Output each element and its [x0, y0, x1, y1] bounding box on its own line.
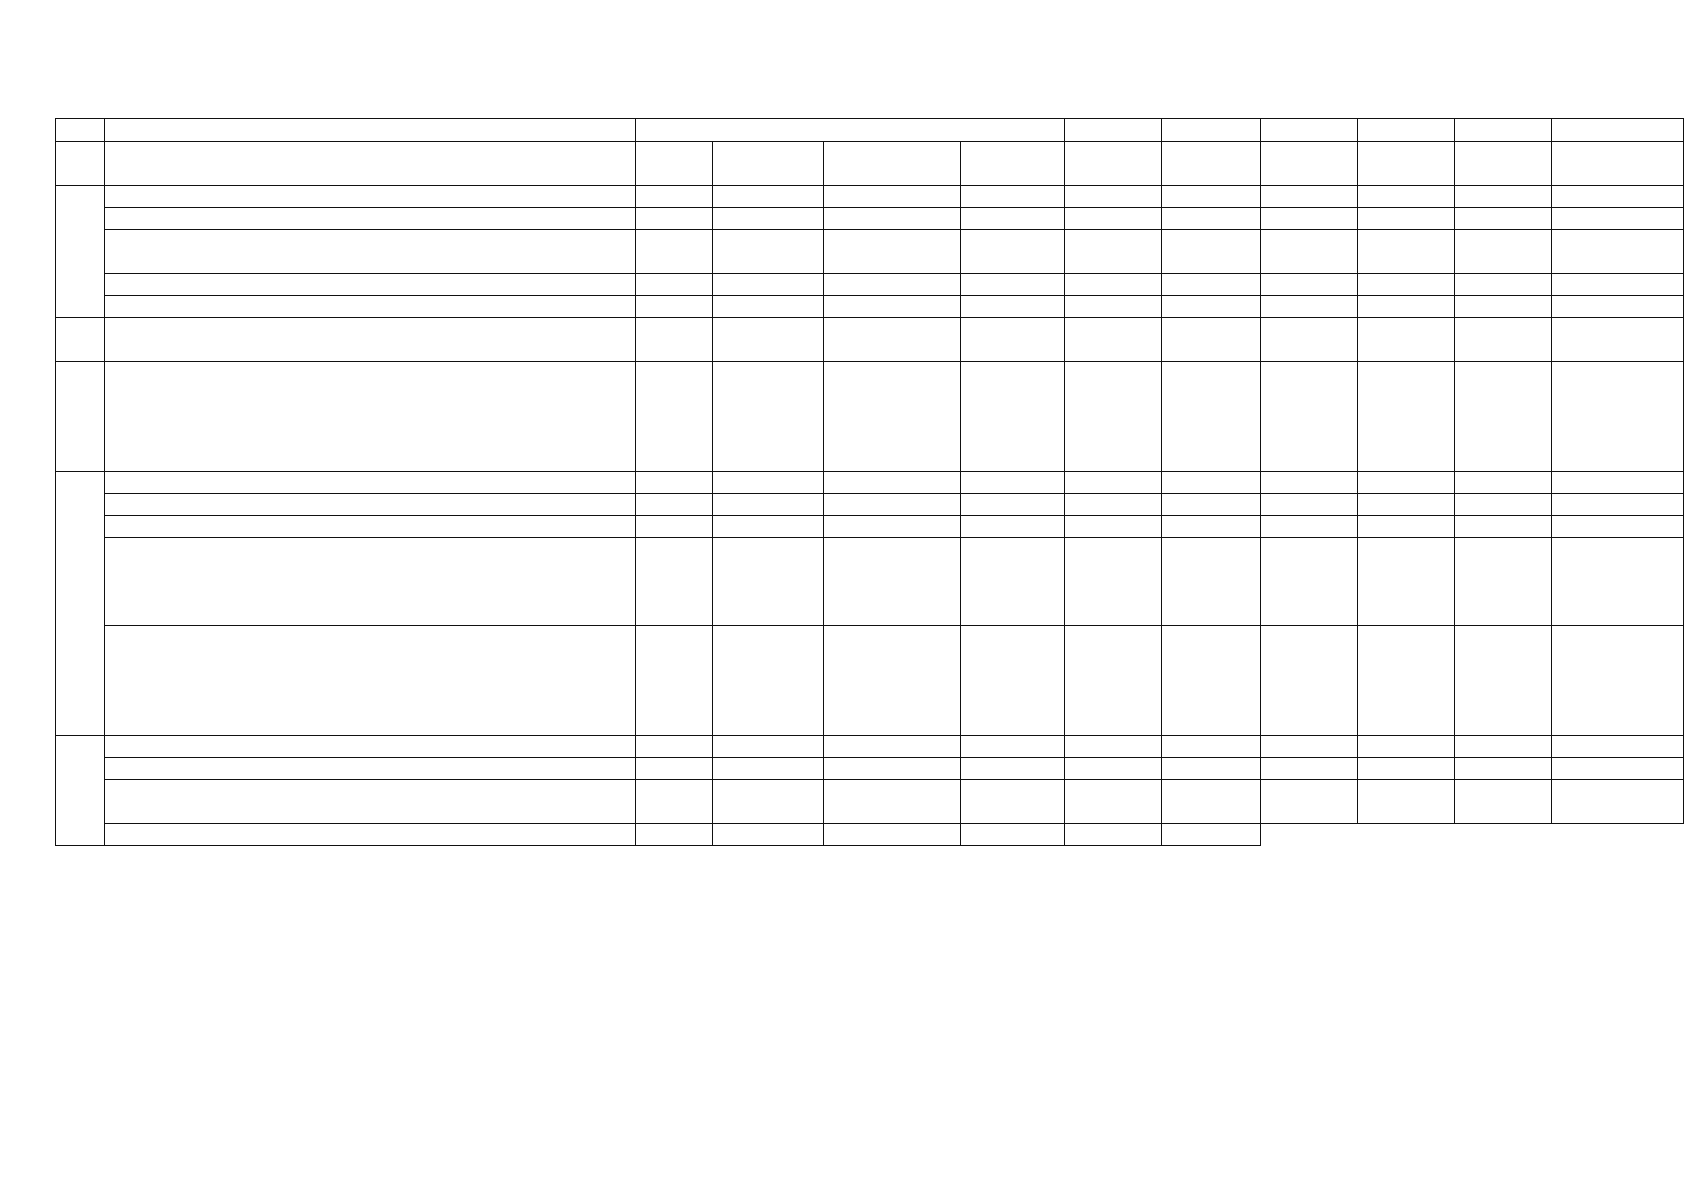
value-cell-col-5 [1162, 824, 1261, 846]
table-row [56, 626, 1684, 736]
value-cell-col-9 [1552, 274, 1684, 296]
value-cell-col-5 [1162, 230, 1261, 274]
value-cell-col-6 [1261, 494, 1358, 516]
table-row [56, 274, 1684, 296]
value-cell-col-4 [1065, 626, 1162, 736]
col3-subcell [636, 186, 713, 208]
value-cell-col-7 [1358, 274, 1455, 296]
col3-subcell [636, 494, 713, 516]
value-cell-col-4 [1065, 296, 1162, 318]
value-cell-col-8 [1455, 516, 1552, 538]
col3-subcell [636, 362, 713, 472]
col3-subcell [636, 516, 713, 538]
col3-subcell [961, 780, 1065, 824]
value-cell-col-8 [1455, 494, 1552, 516]
row-label [105, 494, 636, 516]
col3-subcell [713, 318, 824, 362]
table-row [56, 318, 1684, 362]
value-cell-col-8 [1455, 230, 1552, 274]
value-cell-col-6 [1261, 142, 1358, 186]
col3-subcell [713, 362, 824, 472]
table-row [56, 208, 1684, 230]
value-cell-col-6 [1261, 318, 1358, 362]
row-label [105, 142, 636, 186]
value-cell-col-6 [1261, 538, 1358, 626]
value-cell-col-9 [1552, 626, 1684, 736]
value-cell-col-4 [1065, 208, 1162, 230]
col3-subcell [824, 318, 961, 362]
col3-subcell [636, 626, 713, 736]
row-label [105, 274, 636, 296]
financing-table [55, 118, 1684, 846]
value-cell-col-7 [1358, 362, 1455, 472]
value-cell-col-5 [1162, 142, 1261, 186]
col3-subcell [824, 736, 961, 758]
value-cell-col-5 [1162, 318, 1261, 362]
value-cell-col-6 [1261, 736, 1358, 758]
header-col-3 [636, 119, 1065, 142]
col3-subcell [961, 824, 1065, 846]
value-cell-col-6 [1261, 472, 1358, 494]
value-cell-col-9 [1552, 208, 1684, 230]
header-row [56, 119, 1684, 142]
value-cell-col-7 [1358, 142, 1455, 186]
header-col-6 [1261, 119, 1358, 142]
row-number [56, 736, 105, 846]
value-cell-col-9 [1552, 516, 1684, 538]
col3-subcell [961, 538, 1065, 626]
col3-subcell [636, 538, 713, 626]
header-col-7 [1358, 119, 1455, 142]
row-label [105, 186, 636, 208]
value-cell-col-7 [1358, 296, 1455, 318]
row-number [56, 362, 105, 472]
value-cell-col-9 [1552, 296, 1684, 318]
value-cell-col-9 [1552, 736, 1684, 758]
col3-subcell [636, 274, 713, 296]
col3-subcell [961, 494, 1065, 516]
value-cell-col-8 [1455, 626, 1552, 736]
row-label [105, 362, 636, 472]
value-cell-col-4 [1065, 472, 1162, 494]
value-cell-col-4 [1065, 824, 1162, 846]
value-cell-col-7 [1358, 780, 1455, 824]
col3-subcell [713, 208, 824, 230]
col3-subcell [961, 274, 1065, 296]
value-cell-col-8 [1455, 274, 1552, 296]
col3-subcell [713, 626, 824, 736]
col3-subcell [961, 472, 1065, 494]
value-cell-col-5 [1162, 208, 1261, 230]
col3-subcell [636, 472, 713, 494]
col3-subcell [824, 362, 961, 472]
value-cell-col-8 [1455, 758, 1552, 780]
col3-subcell [824, 186, 961, 208]
value-cell-col-7 [1358, 758, 1455, 780]
row-label [105, 472, 636, 494]
col3-subcell [713, 230, 824, 274]
value-cell-col-9 [1552, 318, 1684, 362]
col3-subcell [636, 824, 713, 846]
col3-subcell [713, 758, 824, 780]
col3-subcell [961, 186, 1065, 208]
col3-subcell [824, 208, 961, 230]
value-cell-col-7 [1358, 186, 1455, 208]
value-cell-col-6 [1261, 274, 1358, 296]
col3-subcell [713, 538, 824, 626]
col3-subcell [961, 318, 1065, 362]
value-cell-col-5 [1162, 296, 1261, 318]
row-label [105, 538, 636, 626]
row-label [105, 516, 636, 538]
row-number [56, 186, 105, 318]
col3-subcell [824, 494, 961, 516]
col3-subcell [636, 736, 713, 758]
col3-subcell [961, 296, 1065, 318]
col3-subcell [713, 142, 824, 186]
value-cell-col-4 [1065, 758, 1162, 780]
value-cell-col-7 [1358, 494, 1455, 516]
value-cell-col-7 [1358, 736, 1455, 758]
value-cell-col-9 [1552, 186, 1684, 208]
value-cell-col-5 [1162, 736, 1261, 758]
col3-subcell [961, 362, 1065, 472]
row-number [56, 318, 105, 362]
col3-subcell [636, 142, 713, 186]
col3-subcell [961, 736, 1065, 758]
row-label [105, 296, 636, 318]
table-row [56, 142, 1684, 186]
value-cell-col-7 [1358, 538, 1455, 626]
header-col-2 [105, 119, 636, 142]
value-cell-col-8 [1455, 538, 1552, 626]
table-row [56, 824, 1684, 846]
row-label [105, 626, 636, 736]
row-number [56, 142, 105, 186]
row-label [105, 824, 636, 846]
col3-subcell [824, 296, 961, 318]
col3-subcell [824, 758, 961, 780]
value-cell-col-4 [1065, 318, 1162, 362]
col3-subcell [961, 142, 1065, 186]
col3-subcell [636, 208, 713, 230]
value-cell-col-5 [1162, 186, 1261, 208]
value-cell-col-9 [1552, 780, 1684, 824]
col3-subcell [824, 230, 961, 274]
table-row [56, 186, 1684, 208]
col3-subcell [824, 780, 961, 824]
col3-subcell [961, 758, 1065, 780]
value-cell-col-8 [1455, 472, 1552, 494]
value-cell-col-9 [1552, 362, 1684, 472]
col3-subcell [824, 538, 961, 626]
value-cell-col-5 [1162, 362, 1261, 472]
col3-subcell [713, 296, 824, 318]
row-label [105, 758, 636, 780]
header-col-4 [1065, 119, 1162, 142]
value-cell-col-4 [1065, 494, 1162, 516]
value-cell-col-5 [1162, 538, 1261, 626]
value-cell-col-8 [1455, 736, 1552, 758]
col3-subcell [636, 758, 713, 780]
row-label [105, 780, 636, 824]
value-cell-col-4 [1065, 186, 1162, 208]
table-row [56, 230, 1684, 274]
value-cell-col-7 [1358, 472, 1455, 494]
value-cell-col-8 [1455, 296, 1552, 318]
value-cell-col-7 [1358, 230, 1455, 274]
value-cell-col-4 [1065, 274, 1162, 296]
table-row [56, 362, 1684, 472]
value-cell-col-5 [1162, 472, 1261, 494]
value-cell-col-6 [1261, 230, 1358, 274]
col3-subcell [713, 274, 824, 296]
value-cell-col-9 [1552, 142, 1684, 186]
header-col-9 [1552, 119, 1684, 142]
value-cell-col-5 [1162, 780, 1261, 824]
value-cell-col-8 [1455, 780, 1552, 824]
value-cell-col-6 [1261, 296, 1358, 318]
value-cell-col-5 [1162, 494, 1261, 516]
table-row [56, 780, 1684, 824]
value-cell-col-8 [1455, 208, 1552, 230]
col3-subcell [961, 208, 1065, 230]
col3-subcell [636, 230, 713, 274]
value-cell-col-6 [1261, 758, 1358, 780]
col3-subcell [824, 824, 961, 846]
col3-subcell [713, 494, 824, 516]
table-row [56, 538, 1684, 626]
value-cell-col-5 [1162, 516, 1261, 538]
value-cell-col-5 [1162, 274, 1261, 296]
table-row [56, 736, 1684, 758]
value-cell-col-7 [1358, 208, 1455, 230]
value-cell-col-4 [1065, 142, 1162, 186]
col3-subcell [636, 296, 713, 318]
value-cell-col-5 [1162, 758, 1261, 780]
row-label [105, 736, 636, 758]
col3-subcell [824, 626, 961, 736]
value-cell-col-7 [1358, 516, 1455, 538]
col3-subcell [824, 274, 961, 296]
col3-subcell [713, 736, 824, 758]
header-col-1 [56, 119, 105, 142]
value-cell-col-4 [1065, 362, 1162, 472]
col3-subcell [713, 516, 824, 538]
col3-subcell [824, 516, 961, 538]
value-cell-col-9 [1552, 494, 1684, 516]
col3-subcell [713, 780, 824, 824]
col3-subcell [824, 142, 961, 186]
row-number [56, 472, 105, 736]
table-row [56, 516, 1684, 538]
value-cell-col-8 [1455, 362, 1552, 472]
value-cell-col-8 [1455, 186, 1552, 208]
value-cell-col-4 [1065, 230, 1162, 274]
value-cell-col-4 [1065, 516, 1162, 538]
header-col-8 [1455, 119, 1552, 142]
value-cell-col-6 [1261, 516, 1358, 538]
value-cell-col-4 [1065, 780, 1162, 824]
col3-subcell [961, 230, 1065, 274]
col3-subcell [713, 472, 824, 494]
value-cell-col-6 [1261, 780, 1358, 824]
value-cell-col-8 [1455, 142, 1552, 186]
value-cell-col-6 [1261, 208, 1358, 230]
value-cell-col-8 [1455, 318, 1552, 362]
value-cell-col-4 [1065, 538, 1162, 626]
col3-subcell [636, 318, 713, 362]
table-row [56, 758, 1684, 780]
table-row [56, 296, 1684, 318]
value-cell-col-6 [1261, 626, 1358, 736]
row-label [105, 230, 636, 274]
row-label [105, 208, 636, 230]
table-row [56, 494, 1684, 516]
table-row [56, 472, 1684, 494]
value-cell-col-9 [1552, 472, 1684, 494]
col3-subcell [636, 780, 713, 824]
row-label [105, 318, 636, 362]
col3-subcell [961, 626, 1065, 736]
value-cell-col-5 [1162, 626, 1261, 736]
col3-subcell [713, 824, 824, 846]
header-col-5 [1162, 119, 1261, 142]
value-cell-col-9 [1552, 758, 1684, 780]
col3-subcell [824, 472, 961, 494]
value-cell-col-4 [1065, 736, 1162, 758]
value-cell-col-6 [1261, 186, 1358, 208]
value-cell-col-6 [1261, 362, 1358, 472]
col3-subcell [961, 516, 1065, 538]
value-cell-col-9 [1552, 230, 1684, 274]
value-cell-col-9 [1552, 538, 1684, 626]
col3-subcell [713, 186, 824, 208]
value-cell-col-7 [1358, 626, 1455, 736]
value-cell-col-7 [1358, 318, 1455, 362]
